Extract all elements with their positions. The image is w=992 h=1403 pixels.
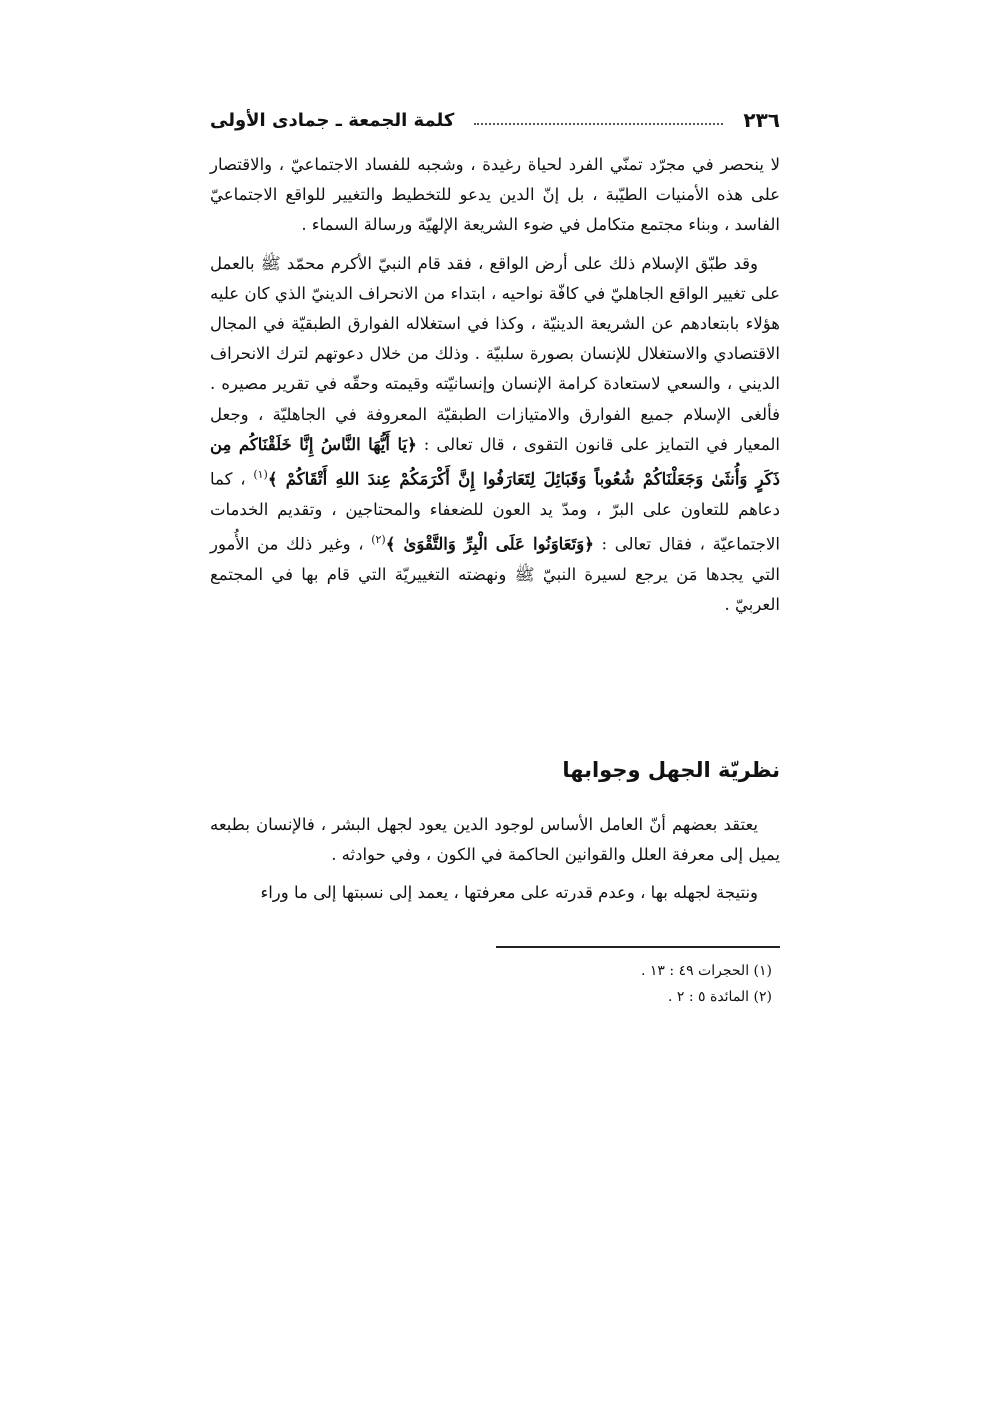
section-paragraph-1: يعتقد بعضهم أنّ العامل الأساس لوجود الدين يعود لجهل البشر ، فالإنسان بطبعه يميل إلى معرفة العلل والقوانين الحاكمة في الكون ، وفي حوادثه . bbox=[210, 815, 780, 865]
section-heading: نظريّة الجهل وجوابها bbox=[562, 758, 780, 782]
quran-verse-1: ﴿يَا أَيُّهَا النَّاسُ إِنَّا خَلَقْنَاكُم مِن ذَكَرٍ وَأُنثَىٰ وَجَعَلْنَاكُمْ شُعُوباً وَقَبَائِلَ لِتَعَارَفُوا إِنَّ أَكْرَمَكُمْ عِندَ اللهِ أَتْقَاكُمْ ﴾ bbox=[210, 434, 780, 489]
paragraph-2-end: ، وغير ذلك من الأُمور التي يجدها مَن يرجع لسيرة النبيّ ﷺ ونهضته التغييريّة التي قام بها في المجتمع العربيّ . bbox=[210, 534, 780, 614]
section-text bbox=[210, 810, 780, 917]
quran-verse-2: ﴿وَتَعَاوَنُوا عَلَى الْبِرِّ وَالتَّقْوَىٰ ﴾ bbox=[385, 534, 594, 554]
page-header bbox=[210, 98, 780, 142]
footnotes bbox=[210, 958, 780, 1010]
header-dotted-leader bbox=[474, 123, 723, 125]
page-number: ٢٣٦ bbox=[743, 108, 780, 132]
paragraph-1: لا ينحصر في مجرّد تمنّي الفرد لحياة رغيدة ، وشجبه للفساد الاجتماعيّ ، والاقتصار على هذه الأمنيات الطيّبة ، بل إنّ الدين يدعو للتخطيط والتغيير للواقع الاجتماعيّ الفاسد ، وبناء مجتمع متكامل في ضوء الشريعة الإلهيّة ورسالة السماء . bbox=[210, 155, 780, 235]
paragraph-2-text: وقد طبّق الإسلام ذلك على أرض الواقع ، فقد قام النبيّ الأكرم محمّد ﷺ بالعمل على تغيير الواقع الجاهليّ في كافّة نواحيه ، ابتداء من الانحراف الدينيّ الذي كان عليه هؤلاء بابتعادهم عن الشريعة الدينيّة ، وكذا في استغلاله الفوارق الطبقيّة في المجال الاقتصادي والاستغلال للإنسان بصورة سلبيّة . وذلك من خلال دعوتهم لترك الانحراف الديني ، والسعي لاستعادة كرامة الإنسان وإنسانيّته وقيمته وحقّه في تقرير مصيره . فألغى الإسلام جميع الفوارق والامتيازات الطبقيّة المعروفة في الجاهليّة ، وجعل المعيار في التمايز على قانون التقوى ، قال تعالى : bbox=[210, 253, 780, 454]
footnote-separator bbox=[496, 946, 780, 948]
footnote-ref-2: (٢) bbox=[371, 532, 386, 546]
footnote-ref-1: (١) bbox=[253, 468, 268, 482]
running-title: كلمة الجمعة ـ جمادى الأولى bbox=[210, 109, 455, 131]
paragraph-2-continued: ، كما دعاهم للتعاون على البرّ ، ومدّ يد العون للضعفاء والمحتاجين ، وتقديم الخدمات الاجتماعيّة ، فقال تعالى : bbox=[210, 469, 780, 554]
paragraph-2 bbox=[210, 249, 780, 620]
footnote-2: (٢) المائدة ٥ : ٢ . bbox=[667, 989, 772, 1005]
section-paragraph-2: ونتيجة لجهله بها ، وعدم قدرته على معرفتها ، يعمد إلى نسبتها إلى ما وراء bbox=[260, 883, 758, 903]
footnote-1: (١) الحجرات ٤٩ : ١٣ . bbox=[640, 963, 772, 979]
main-text bbox=[210, 150, 780, 628]
